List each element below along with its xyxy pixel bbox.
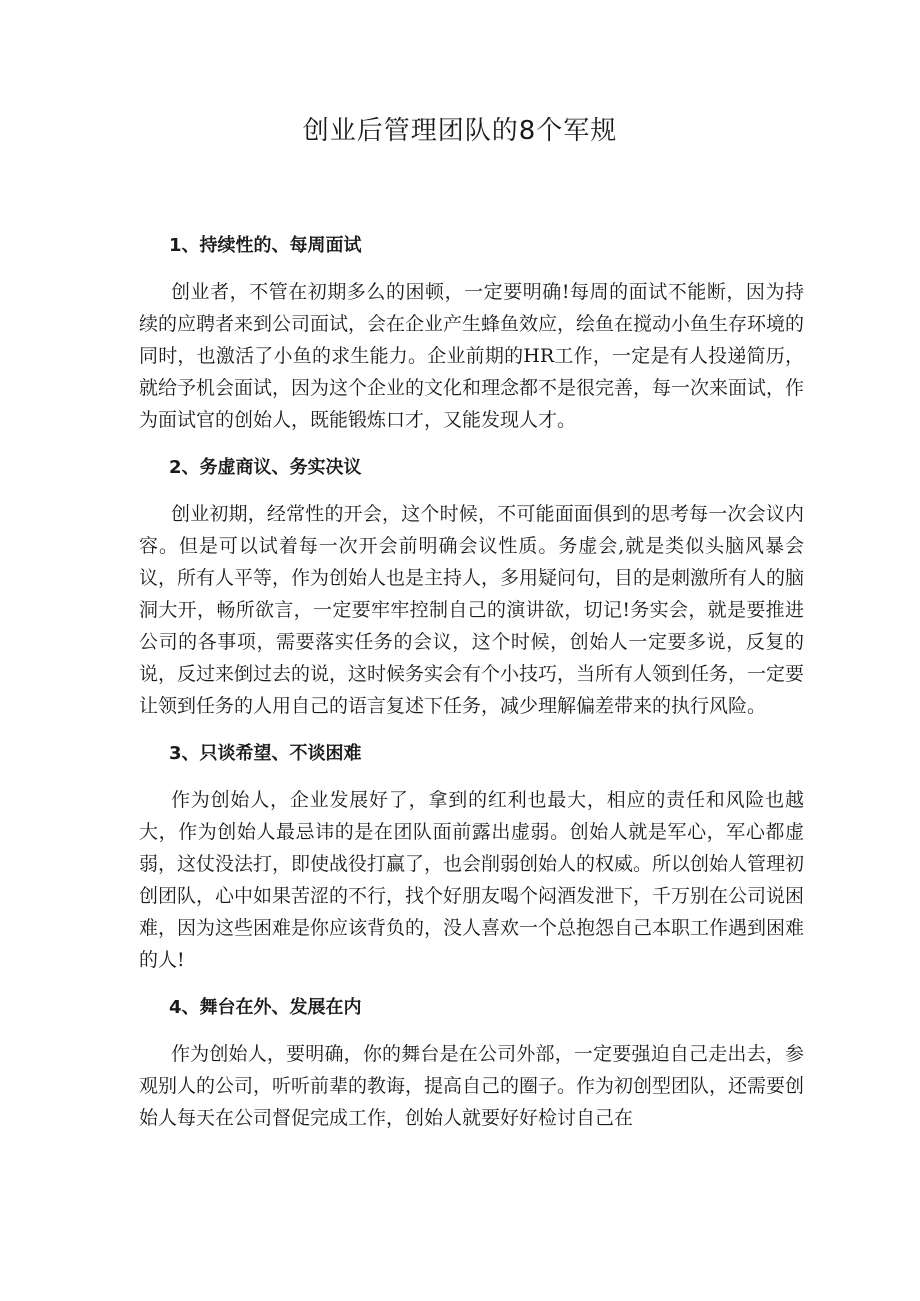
section-heading: 4、舞台在外、发展在内: [169, 997, 362, 1018]
section-paragraph: 作为创始人，企业发展好了，拿到的红利也最大，相应的责任和风险也越大，作为创始人最忌讳的是在团队面前露出虚弱。创始人就是军心，军心都虚弱，这仗没法打，即使战役打赢了，也会削弱创始人的权威。所以创始人管理初创团队，心中如果苦涩的不行，找个好朋友喝个闷酒发泄下，千万别在公司说困难，因为这些困难是你应该背负的，没人喜欢一个总抱怨自己本职工作遇到困难的人!: [139, 789, 805, 971]
section-3: [139, 738, 804, 976]
page-title: 创业后管理团队的8个军规: [302, 116, 618, 146]
document-body: [139, 230, 804, 1150]
section-paragraph: 创业者，不管在初期多么的困顿，一定要明确!每周的面试不能断，因为持续的应聘者来到公司面试，会在企业产生蜂鱼效应，绘鱼在搅动小鱼生存环境的同时，也激活了小鱼的求生能力。企业前期的HR工作，一定是有人投递简历，就给予机会面试，因为这个企业的文化和理念都不是很完善，每一次来面试，作为面试官的创始人，既能锻炼口才，又能发现人才。: [139, 281, 805, 431]
section-2: [139, 452, 804, 722]
section-4: [139, 992, 804, 1134]
section-heading: 3、只谈希望、不谈困难: [169, 743, 362, 764]
section-paragraph: 创业初期，经常性的开会，这个时候，不可能面面俱到的思考每一次会议内容。但是可以试着每一次开会前明确会议性质。务虚会,就是类似头脑风暴会议，所有人平等，作为创始人也是主持人，多用疑问句，目的是刺激所有人的脑洞大开，畅所欲言，一定要牢牢控制自己的演讲欲，切记!务实会，就是要推进公司的各事项，需要落实任务的会议，这个时候，创始人一定要多说，反复的说，反过来倒过去的说，这时候务实会有个小技巧，当所有人领到任务，一定要让领到任务的人用自己的语言复述下任务，减少理解偏差带来的执行风险。: [139, 503, 805, 717]
section-heading: 1、持续性的、每周面试: [169, 235, 362, 256]
section-paragraph: 作为创始人，要明确，你的舞台是在公司外部，一定要强迫自己走出去，参观别人的公司，听听前辈的教诲，提高自己的圈子。作为初创型团队，还需要创始人每天在公司督促完成工作，创始人就要好好检讨自己在: [139, 1043, 805, 1129]
section-heading: 2、务虚商议、务实决议: [169, 457, 362, 478]
section-1: [139, 230, 804, 436]
